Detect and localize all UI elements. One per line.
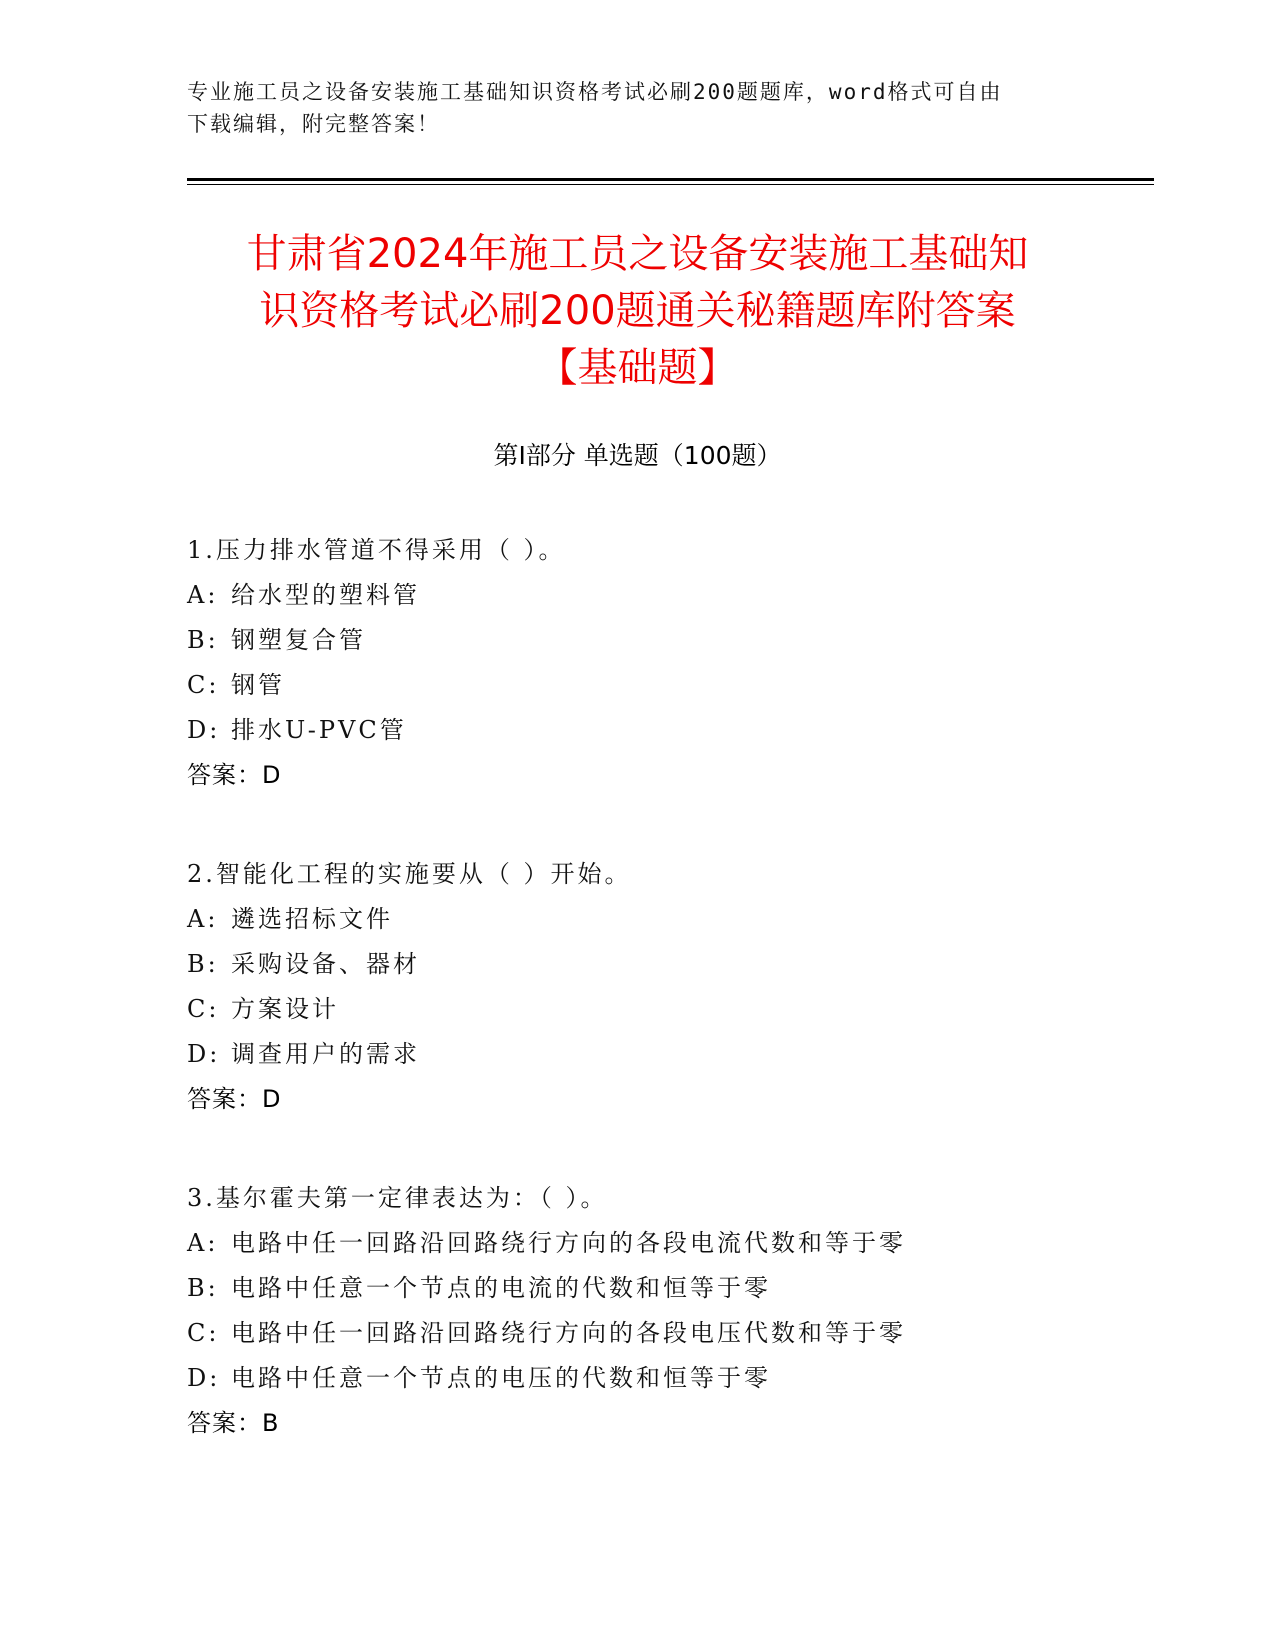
answer: 答案：B — [187, 1409, 280, 1437]
option-label: B: — [187, 626, 219, 654]
option-text: 电路中任一回路沿回路绕行方向的各段电压代数和等于零 — [231, 1319, 906, 1347]
option-d — [187, 708, 1147, 753]
option-text: 排水U-PVC管 — [231, 716, 407, 744]
title-line-3: 【基础题】 — [537, 345, 738, 391]
option-text: 钢塑复合管 — [231, 626, 366, 654]
answer: 答案：D — [187, 1085, 282, 1113]
question-2 — [187, 852, 1147, 1122]
option-text: 遴选招标文件 — [231, 905, 393, 933]
option-text: 调查用户的需求 — [231, 1040, 420, 1068]
option-label: D: — [187, 1040, 221, 1068]
document-title — [150, 226, 1125, 397]
option-b — [187, 1266, 1147, 1311]
option-label: C: — [187, 1319, 220, 1347]
option-label: A: — [187, 1229, 219, 1257]
question-3 — [187, 1176, 1147, 1446]
option-label: C: — [187, 995, 220, 1023]
option-label: C: — [187, 671, 220, 699]
option-a — [187, 573, 1147, 618]
header-rule-thin — [187, 184, 1154, 185]
option-text: 电路中任意一个节点的电流的代数和恒等于零 — [231, 1274, 771, 1302]
header-note — [187, 76, 1087, 140]
header-note-line-2: 下载编辑，附完整答案！ — [187, 112, 440, 136]
option-text: 方案设计 — [231, 995, 339, 1023]
header-note-line-1: 专业施工员之设备安装施工基础知识资格考试必刷200题题库，word格式可自由 — [187, 80, 1003, 104]
question-stem: 2.智能化工程的实施要从（ ）开始。 — [187, 860, 632, 888]
option-text: 钢管 — [231, 671, 285, 699]
option-c — [187, 1311, 1147, 1356]
title-line-1: 甘肃省2024年施工员之设备安装施工基础知 — [246, 231, 1029, 277]
option-label: D: — [187, 716, 221, 744]
option-b — [187, 618, 1147, 663]
option-a — [187, 897, 1147, 942]
option-label: B: — [187, 1274, 219, 1302]
question-1 — [187, 528, 1147, 798]
option-d — [187, 1356, 1147, 1401]
option-a — [187, 1221, 1147, 1266]
option-label: D: — [187, 1364, 221, 1392]
option-label: B: — [187, 950, 219, 978]
question-list — [187, 528, 1147, 1500]
option-b — [187, 942, 1147, 987]
option-c — [187, 663, 1147, 708]
section-heading: 第Ⅰ部分 单选题（100题） — [493, 441, 782, 470]
option-text: 电路中任一回路沿回路绕行方向的各段电流代数和等于零 — [231, 1229, 906, 1257]
option-label: A: — [187, 581, 219, 609]
question-stem: 3.基尔霍夫第一定律表达为：（ ）。 — [187, 1184, 608, 1212]
option-text: 电路中任意一个节点的电压的代数和恒等于零 — [231, 1364, 771, 1392]
option-text: 给水型的塑料管 — [231, 581, 420, 609]
option-d — [187, 1032, 1147, 1077]
title-line-2: 识资格考试必刷200题通关秘籍题库附答案 — [259, 288, 1016, 334]
option-text: 采购设备、器材 — [231, 950, 420, 978]
header-rule-thick — [187, 178, 1154, 181]
option-label: A: — [187, 905, 219, 933]
answer: 答案：D — [187, 761, 282, 789]
question-stem: 1.压力排水管道不得采用（ ）。 — [187, 536, 566, 564]
option-c — [187, 987, 1147, 1032]
